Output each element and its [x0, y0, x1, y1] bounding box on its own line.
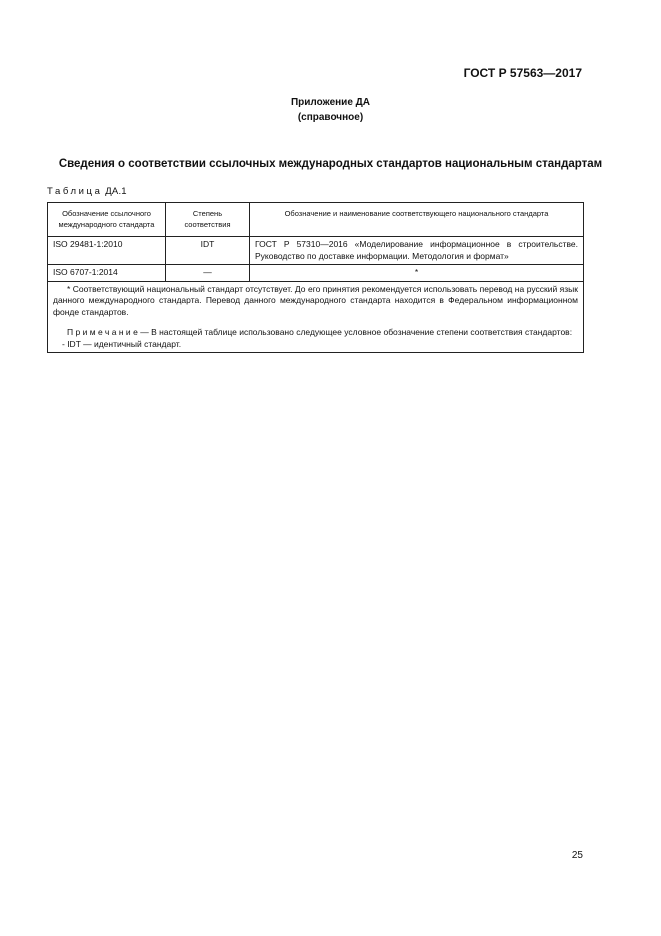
correspondence-table: [47, 202, 584, 353]
note-list-item: - IDT — идентичный стандарт.: [62, 338, 182, 349]
cell-degree: —: [166, 265, 250, 282]
note-label: Примечание: [67, 327, 141, 337]
table-note: [53, 327, 578, 339]
footnote-text: * Соответствующий национальный стандарт отсутствует. До его принятия рекомендуется использовать перевод на русский язык данного международного стандарта. Перевод данного международного стандарта находится в Федеральном информационном фонде стандартов.: [53, 283, 578, 317]
note-text: — В настоящей таблице использовано следующее условное обозначение степени соответствия стандартов:: [140, 327, 573, 337]
cell-degree: IDT: [166, 237, 250, 265]
page-number: 25: [571, 850, 583, 861]
table-caption-prefix: Таблица: [47, 186, 103, 197]
table-footnote-cell: [48, 281, 584, 353]
table-caption: [47, 186, 127, 197]
table-row: [48, 265, 584, 282]
cell-national-standard: ГОСТ Р 57310—2016 «Моделирование информационное в строительстве. Руководство по доставке информации. Методология и формат»: [250, 237, 584, 265]
cell-reference-standard: ISO 6707-1:2014: [48, 265, 166, 282]
appendix-subtitle: (справочное): [297, 112, 364, 123]
table-footnote-row: [48, 281, 584, 353]
section-title: Сведения о соответствии ссылочных международных стандартов национальным стандартам: [58, 158, 603, 170]
header-reference-standard: Обозначение ссылочного международного стандарта: [48, 203, 166, 237]
table-caption-id: ДА.1: [105, 186, 127, 197]
appendix-heading: [0, 95, 661, 125]
table-row: [48, 237, 584, 265]
document-code: ГОСТ Р 57563—2017: [463, 66, 582, 80]
header-degree: Степень соответствия: [166, 203, 250, 237]
cell-national-standard: *: [250, 265, 584, 282]
cell-reference-standard: ISO 29481-1:2010: [48, 237, 166, 265]
table-header-row: [48, 203, 584, 237]
appendix-title: Приложение ДА: [290, 97, 371, 108]
header-national-standard: Обозначение и наименование соответствующего национального стандарта: [250, 203, 584, 237]
